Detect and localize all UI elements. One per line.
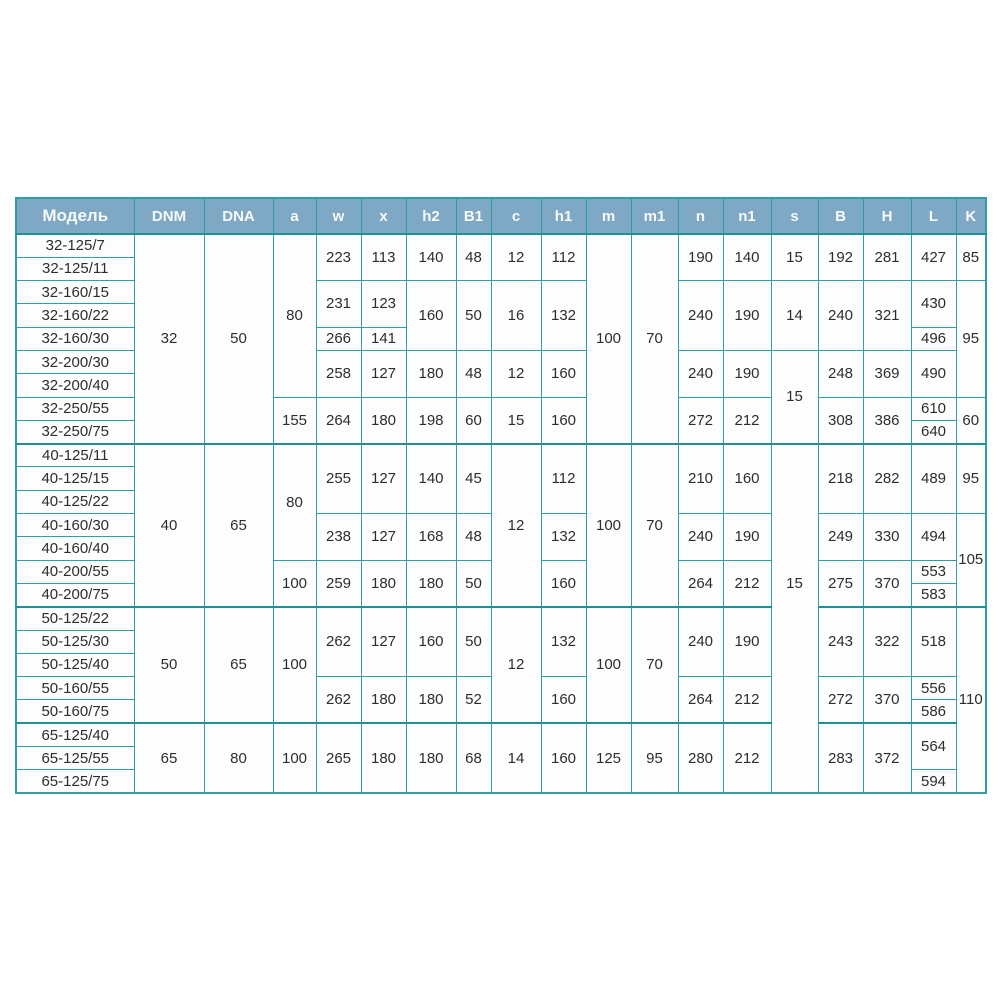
cell-h1: 132 [541,514,586,561]
column-header-n: n [678,198,723,234]
table-body [16,234,986,793]
cell-x: 127 [361,607,406,677]
cell-x: 123 [361,281,406,328]
cell-l: 553 [911,560,956,583]
cell-n: 240 [678,514,723,561]
column-header-m1: m1 [631,198,678,234]
cell-model: 65-125/75 [16,770,134,793]
cell-model: 32-160/30 [16,327,134,350]
cell-model: 32-160/15 [16,281,134,304]
column-header-b: B [818,198,863,234]
cell-n: 240 [678,281,723,351]
column-header-m: m [586,198,631,234]
cell-a: 80 [273,444,316,560]
cell-a: 100 [273,560,316,607]
cell-h: 281 [863,234,911,281]
cell-b1: 50 [456,607,491,677]
cell-model: 40-160/40 [16,537,134,560]
cell-h2: 140 [406,234,456,281]
cell-n1: 190 [723,514,771,561]
cell-a: 155 [273,397,316,444]
cell-h1: 160 [541,677,586,724]
cell-x: 127 [361,514,406,561]
cell-x: 127 [361,350,406,397]
cell-model: 40-125/22 [16,490,134,513]
cell-dnm: 65 [134,723,204,793]
cell-n1: 190 [723,607,771,677]
cell-model: 65-125/40 [16,723,134,746]
cell-c: 12 [491,350,541,397]
cell-model: 50-160/55 [16,677,134,700]
cell-model: 32-125/7 [16,234,134,257]
cell-n1: 212 [723,397,771,444]
cell-model: 40-160/30 [16,514,134,537]
cell-m1: 70 [631,607,678,723]
cell-k: 110 [956,607,986,793]
cell-c: 16 [491,281,541,351]
cell-b1: 48 [456,514,491,561]
cell-h1: 160 [541,560,586,607]
cell-l: 489 [911,444,956,514]
header-row [16,198,986,234]
cell-k: 95 [956,444,986,514]
cell-n1: 212 [723,723,771,793]
cell-n: 240 [678,607,723,677]
cell-l: 496 [911,327,956,350]
cell-model: 40-125/15 [16,467,134,490]
cell-w: 265 [316,723,361,793]
cell-a: 100 [273,723,316,793]
cell-s: 15 [771,234,818,281]
cell-k: 85 [956,234,986,281]
cell-b: 248 [818,350,863,397]
cell-dna: 65 [204,444,273,607]
cell-model: 65-125/55 [16,747,134,770]
cell-h2: 180 [406,350,456,397]
cell-dna: 50 [204,234,273,444]
cell-n: 272 [678,397,723,444]
cell-w: 231 [316,281,361,328]
cell-dnm: 40 [134,444,204,607]
cell-m1: 70 [631,444,678,607]
cell-model: 32-250/75 [16,420,134,443]
column-header-n1: n1 [723,198,771,234]
cell-model: 50-125/40 [16,653,134,676]
cell-w: 255 [316,444,361,514]
cell-n1: 212 [723,677,771,724]
cell-c: 12 [491,234,541,281]
cell-model: 32-125/11 [16,257,134,280]
cell-dnm: 32 [134,234,204,444]
column-header-b1: B1 [456,198,491,234]
column-header-model: Модель [16,198,134,234]
cell-b1: 50 [456,560,491,607]
cell-w: 258 [316,350,361,397]
cell-l: 430 [911,281,956,328]
cell-k: 60 [956,397,986,444]
cell-model: 50-125/22 [16,607,134,630]
cell-h: 372 [863,723,911,793]
cell-b1: 52 [456,677,491,724]
cell-b1: 45 [456,444,491,514]
cell-h: 369 [863,350,911,397]
cell-h: 370 [863,677,911,724]
cell-b: 308 [818,397,863,444]
column-header-w: w [316,198,361,234]
cell-m: 125 [586,723,631,793]
cell-l: 610 [911,397,956,420]
table-header [16,198,986,234]
cell-h2: 160 [406,607,456,677]
cell-h2: 160 [406,281,456,351]
cell-b1: 48 [456,234,491,281]
cell-w: 259 [316,560,361,607]
cell-m: 100 [586,444,631,607]
cell-a: 80 [273,234,316,397]
cell-b1: 48 [456,350,491,397]
column-header-s: s [771,198,818,234]
cell-n1: 140 [723,234,771,281]
cell-n1: 160 [723,444,771,514]
table-row [16,607,986,630]
cell-model: 50-160/75 [16,700,134,723]
cell-x: 141 [361,327,406,350]
cell-b: 272 [818,677,863,724]
table-row [16,444,986,467]
cell-m1: 95 [631,723,678,793]
cell-a: 100 [273,607,316,723]
cell-l: 640 [911,420,956,443]
cell-b: 192 [818,234,863,281]
cell-n1: 190 [723,350,771,397]
cell-l: 564 [911,723,956,770]
column-header-c: c [491,198,541,234]
column-header-h: H [863,198,911,234]
cell-l: 494 [911,514,956,561]
column-header-h1: h1 [541,198,586,234]
cell-m: 100 [586,234,631,444]
cell-l: 586 [911,700,956,723]
cell-h2: 180 [406,560,456,607]
cell-x: 113 [361,234,406,281]
cell-b: 240 [818,281,863,351]
cell-b: 218 [818,444,863,514]
cell-h: 321 [863,281,911,351]
cell-h1: 160 [541,723,586,793]
cell-l: 583 [911,583,956,606]
cell-b1: 60 [456,397,491,444]
cell-x: 180 [361,397,406,444]
cell-h2: 180 [406,677,456,724]
cell-model: 40-125/11 [16,444,134,467]
cell-n: 210 [678,444,723,514]
cell-model: 50-125/30 [16,630,134,653]
cell-b: 275 [818,560,863,607]
cell-h1: 132 [541,607,586,677]
cell-b1: 68 [456,723,491,793]
cell-x: 180 [361,723,406,793]
cell-s: 15 [771,350,818,443]
cell-x: 180 [361,560,406,607]
cell-l: 490 [911,350,956,397]
cell-h1: 132 [541,281,586,351]
cell-s [771,723,818,793]
cell-n: 280 [678,723,723,793]
cell-w: 266 [316,327,361,350]
cell-h2: 198 [406,397,456,444]
cell-dna: 65 [204,607,273,723]
cell-h1: 160 [541,397,586,444]
cell-n: 190 [678,234,723,281]
cell-dnm: 50 [134,607,204,723]
cell-x: 180 [361,677,406,724]
column-header-k: K [956,198,986,234]
cell-b: 249 [818,514,863,561]
cell-w: 262 [316,677,361,724]
cell-w: 264 [316,397,361,444]
cell-h1: 112 [541,234,586,281]
cell-m: 100 [586,607,631,723]
cell-c: 14 [491,723,541,793]
cell-l: 556 [911,677,956,700]
cell-s: 15 [771,444,818,724]
table-row [16,723,986,746]
cell-h1: 112 [541,444,586,514]
cell-k: 105 [956,514,986,607]
column-header-a: a [273,198,316,234]
cell-l: 427 [911,234,956,281]
cell-n1: 190 [723,281,771,351]
cell-w: 238 [316,514,361,561]
cell-h2: 168 [406,514,456,561]
column-header-l: L [911,198,956,234]
cell-l: 594 [911,770,956,793]
cell-b1: 50 [456,281,491,351]
cell-h2: 140 [406,444,456,514]
cell-s: 14 [771,281,818,351]
cell-dna: 80 [204,723,273,793]
cell-c: 12 [491,444,541,607]
cell-k: 95 [956,281,986,397]
cell-n: 264 [678,677,723,724]
column-header-dna: DNA [204,198,273,234]
column-header-h2: h2 [406,198,456,234]
cell-b: 243 [818,607,863,677]
cell-h: 282 [863,444,911,514]
cell-h: 330 [863,514,911,561]
cell-n: 240 [678,350,723,397]
cell-n1: 212 [723,560,771,607]
cell-b: 283 [818,723,863,793]
column-header-x: x [361,198,406,234]
cell-n: 264 [678,560,723,607]
pump-dimensions-table [15,197,987,794]
column-header-dnm: DNM [134,198,204,234]
cell-h1: 160 [541,350,586,397]
cell-x: 127 [361,444,406,514]
cell-model: 40-200/75 [16,583,134,606]
cell-h: 322 [863,607,911,677]
cell-model: 32-160/22 [16,304,134,327]
cell-c: 15 [491,397,541,444]
cell-model: 32-200/30 [16,350,134,373]
cell-w: 262 [316,607,361,677]
cell-h: 370 [863,560,911,607]
cell-c: 12 [491,607,541,723]
cell-model: 40-200/55 [16,560,134,583]
cell-l: 518 [911,607,956,677]
cell-model: 32-250/55 [16,397,134,420]
cell-h2: 180 [406,723,456,793]
cell-model: 32-200/40 [16,374,134,397]
table-row [16,234,986,257]
cell-w: 223 [316,234,361,281]
cell-h: 386 [863,397,911,444]
cell-m1: 70 [631,234,678,444]
